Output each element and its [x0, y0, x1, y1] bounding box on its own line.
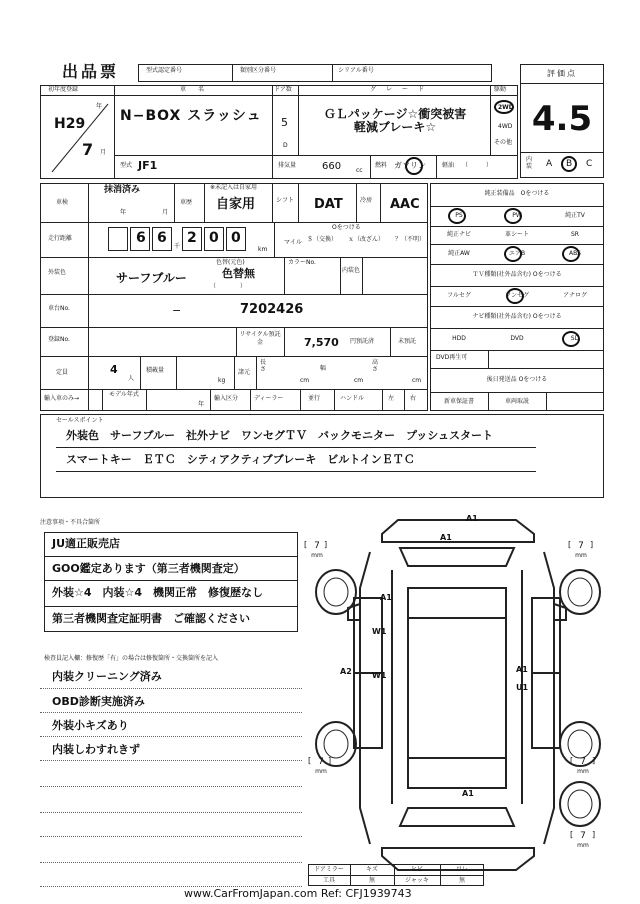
tv-oneseg: ワンセグ: [504, 292, 529, 299]
displacement-value: 660: [322, 161, 342, 172]
recycle-paid: 円預託済: [350, 338, 375, 345]
tread-spare-bracket-l: [: [570, 830, 574, 839]
equip-tv: 純正TV: [565, 212, 585, 219]
tread-rear-left-bracket-r: ]: [328, 756, 332, 765]
length-label: 長さ: [260, 359, 267, 373]
interior-grade-a: A: [546, 159, 553, 169]
damage-mark-w1-lower: W1: [372, 671, 387, 680]
doors-label: ドア数: [274, 86, 292, 93]
tv-oneseg-circle: [506, 288, 524, 304]
tread-front-right: 7 mm: [575, 541, 587, 560]
note-line-2: GOO鑑定あります（第三者機関査定）: [52, 562, 245, 575]
shaken-month: 月: [162, 209, 169, 216]
meter-option-unknown: ？（不明）: [394, 236, 425, 243]
capacity-value: 4: [110, 363, 118, 376]
equip-sr: SR: [571, 231, 579, 238]
meter-option-tampered: ｘ（改ざん）: [348, 236, 385, 243]
model-type-label: 型式: [120, 162, 133, 169]
equip-airbag: エアB: [508, 250, 526, 257]
tv-fullseg: フルセグ: [447, 292, 471, 299]
interior-color-label: 内装色: [342, 267, 361, 274]
equipment-header: 純正装備品 Oをつける: [484, 190, 550, 197]
score-value: 4.5: [531, 99, 593, 139]
drive-2wd-circle: [494, 100, 514, 114]
color-label: 外装色: [48, 269, 67, 276]
original-color-paren: （ ）: [210, 283, 247, 290]
light-oil-label: 軽油: [442, 162, 455, 169]
mileage-unit: km: [258, 246, 268, 253]
inspector-line-2: OBD診断実施済み: [52, 695, 145, 708]
interior-grade-c: C: [586, 159, 593, 169]
tv-analog: アナログ: [562, 292, 587, 299]
later-warranty: 新車保証書: [443, 398, 474, 405]
dim-label: 諸元: [238, 369, 251, 376]
damage-mark-a2: A2: [340, 667, 352, 676]
tread-rear-left: 7 mm: [315, 757, 327, 776]
import-label: 輸入車のみ→: [44, 395, 80, 402]
fuel-value: ガソリン: [394, 161, 426, 170]
color-value: サーフブルー: [116, 271, 187, 285]
first-reg-diagonal: [48, 100, 110, 176]
reg-no-label: 登録No.: [48, 336, 70, 343]
notes-header: 注意事項・不具合箇所: [40, 519, 101, 526]
model-year-unit: 年: [198, 401, 205, 408]
model-year-label: モデル年式: [109, 391, 139, 398]
drive-2wd: 2WD: [498, 104, 514, 111]
damage-mark-front: A1: [440, 533, 452, 542]
doors-value: 5: [281, 116, 288, 129]
original-color-label: 色替(元色): [216, 259, 245, 266]
inspector-line-4: 内装しわすれきず: [52, 743, 140, 756]
category-label: 類別区分番号: [240, 67, 277, 74]
width-label: 幅: [320, 365, 327, 372]
tread-rear-right: 7 mm: [577, 757, 589, 776]
car-name: N−BOX スラッシュ: [120, 108, 262, 124]
equip-leather: 革シート: [504, 231, 529, 238]
navi-sd: SD: [570, 335, 580, 342]
shift-label: シフト: [276, 197, 295, 204]
meter-option-replaced: ＄（交換）: [306, 236, 337, 243]
displacement-label: 排気量: [278, 162, 297, 169]
grade-value: ＧＬパッケージ☆衝突被害軽減ブレーキ☆: [323, 107, 467, 135]
legend-jack-value: 無: [458, 877, 465, 884]
drive-label: 駆動: [494, 86, 507, 93]
handle-right: 右: [410, 395, 417, 402]
equip-ps-circle: [448, 208, 466, 224]
legend-mirror: ドアミラー: [314, 866, 344, 873]
original-color-value: 色替無: [222, 267, 255, 280]
tread-front-left-bracket-l: [: [304, 540, 308, 549]
shaken-label: 車検: [56, 199, 69, 206]
doors-suffix: D: [283, 142, 288, 149]
score-label: 評価点: [547, 69, 577, 78]
mileage-digit-4: 0: [209, 230, 219, 246]
meter-label: マイル: [284, 239, 302, 246]
equip-airbag-circle: [504, 246, 522, 262]
legend-jack: ジャッキ: [405, 877, 429, 884]
equip-navi: 純正ナビ: [446, 231, 471, 238]
dvd-label: DVD再生可: [436, 354, 468, 361]
damage-mark-w1-upper: W1: [372, 627, 387, 636]
chassis-number: 7202426: [240, 302, 304, 317]
navi-sd-circle: [562, 331, 580, 347]
damage-mark-front-top: A1: [466, 514, 478, 523]
shift-value: DAT: [314, 197, 343, 212]
tv-header: ＴＶ種類(社外品含む) Oをつける: [472, 271, 562, 278]
later-manual: 車両取説: [504, 398, 529, 405]
recycle-label: リサイクル預託金: [239, 331, 281, 346]
capacity-label: 定員: [56, 369, 69, 376]
mileage-digit-1: 6: [136, 230, 146, 246]
import-type-label: 輸入区分: [214, 395, 239, 402]
model-cert-label: 型式認定番号: [146, 67, 183, 74]
serial-label: シリアル番号: [338, 67, 374, 74]
footer-reference: www.CarFromJapan.com Ref: CFJ1939743: [184, 887, 412, 900]
fuel-label: 燃料: [375, 162, 388, 169]
equip-abs: ABS: [569, 250, 581, 257]
legend-scratch: キズ: [366, 866, 378, 873]
navi-header: ナビ種類(社外品含む) Oをつける: [472, 313, 562, 320]
document-title: 出品票: [62, 62, 120, 81]
shaken-value: 抹消済み: [104, 185, 141, 195]
mileage-box-1: [108, 227, 128, 251]
displacement-unit: cc: [356, 167, 363, 174]
tread-rear-right-bracket-r: ]: [592, 756, 596, 765]
usage-note: ※未記入は自家用: [210, 184, 258, 191]
tread-rear-right-bracket-l: [: [570, 756, 574, 765]
sales-points-label: セールスポイント: [56, 417, 104, 424]
first-reg-month: 7: [82, 140, 94, 159]
inspector-line-1: 内装クリーニング済み: [52, 670, 162, 683]
navi-hdd: HDD: [452, 335, 466, 342]
sales-line-2: スマートキー ＥＴＣ シティアクティブブレーキ ビルトインＥＴＣ: [66, 453, 415, 466]
later-header: 後日発送品 Oをつける: [486, 376, 548, 383]
equip-ps: PS: [455, 212, 463, 219]
legend-tools-value: 無: [368, 877, 375, 884]
tread-front-left: 7 mm: [311, 541, 323, 560]
color-no-label: カラーNo.: [288, 259, 316, 266]
header-id-box: [138, 64, 492, 82]
legend-break: ワレ: [455, 866, 468, 873]
recycle-unpaid: 未預託: [398, 338, 417, 345]
car-name-label: 車 名: [180, 86, 208, 93]
drive-other: その他: [494, 139, 513, 146]
height-unit: cm: [412, 377, 422, 384]
length-unit: cm: [300, 377, 310, 384]
inspector-header: 検査員記入欄：修復歴「有」の場合は修復箇所・交換箇所を記入: [44, 655, 219, 662]
month-unit: 月: [100, 149, 107, 156]
note-line-3: 外装☆4 内装☆4 機関正常 修復歴なし: [52, 586, 264, 599]
parallel-option: 並行: [308, 395, 321, 402]
damage-mark-right: A1: [516, 665, 528, 674]
interior-label: 内装: [526, 156, 533, 170]
ac-value: AAC: [390, 197, 420, 212]
legend-crack: ヒビ: [410, 866, 423, 873]
mileage-label: 走行距離: [48, 235, 73, 242]
mileage-digit-3: 2: [187, 230, 197, 246]
drive-4wd: 4WD: [498, 123, 513, 130]
usage-label: 車歴: [180, 199, 193, 206]
first-reg-year: H29: [54, 116, 86, 132]
mileage-digit-5: 0: [231, 230, 241, 246]
navi-dvd: DVD: [510, 335, 524, 342]
first-reg-label: 初年度登録: [48, 86, 79, 93]
chassis-dash: −: [172, 304, 182, 317]
load-unit: kg: [218, 377, 226, 384]
damage-mark-left-front: A1: [380, 593, 392, 602]
tread-spare-bracket-r: ]: [592, 830, 596, 839]
damage-mark-u1: U1: [516, 683, 529, 692]
equip-aw: 純正AW: [448, 250, 470, 257]
fuel-circle: [405, 157, 423, 175]
note-line-4: 第三者機関査定証明書 ご確認ください: [52, 612, 250, 625]
note-line-1: JU適正販売店: [52, 537, 121, 550]
car-damage-diagram: [300, 508, 610, 888]
interior-grade-circle: [561, 156, 577, 172]
model-type: JF1: [138, 159, 158, 172]
inspector-line-3: 外装小キズあり: [52, 719, 129, 732]
handle-left: 左: [388, 395, 395, 402]
capacity-unit: 人: [128, 375, 135, 382]
dealer-option: ディーラー: [254, 395, 284, 402]
width-unit: cm: [354, 377, 364, 384]
grade-label: グ レ ー ド: [370, 86, 427, 93]
light-oil-paren: （ ）: [462, 162, 493, 169]
mileage-digit-2: 6: [157, 230, 167, 246]
equip-pw-circle: [504, 208, 522, 224]
interior-grade-b: B: [566, 159, 573, 169]
tread-rear-left-bracket-l: [: [308, 756, 312, 765]
equip-abs-circle: [562, 246, 580, 262]
damage-mark-rear: A1: [462, 789, 474, 798]
ac-label: 冷房: [360, 197, 373, 204]
tread-spare: 7 mm: [577, 831, 589, 850]
year-unit: 年: [96, 103, 103, 110]
shaken-year: 年: [120, 209, 127, 216]
meter-note: Oをつける: [332, 224, 361, 231]
chassis-label: 車台No.: [48, 305, 70, 312]
sales-line-1: 外装色 サーフブルー 社外ナビ ワンセグＴＶ バックモニター プッシュスタート: [66, 429, 494, 442]
recycle-amount: 7,570: [304, 336, 339, 349]
legend-tools: 工具: [322, 877, 335, 884]
tread-front-right-bracket-r: ]: [590, 540, 594, 549]
usage-value: 自家用: [216, 197, 256, 212]
tread-front-right-bracket-l: [: [568, 540, 572, 549]
equip-pw: PW: [512, 212, 522, 219]
mileage-thousand: 千: [174, 243, 181, 250]
load-label: 積載量: [146, 367, 165, 374]
handle-label: ハンドル: [340, 395, 365, 402]
tread-front-left-bracket-r: ]: [324, 540, 328, 549]
height-label: 高さ: [372, 359, 379, 373]
